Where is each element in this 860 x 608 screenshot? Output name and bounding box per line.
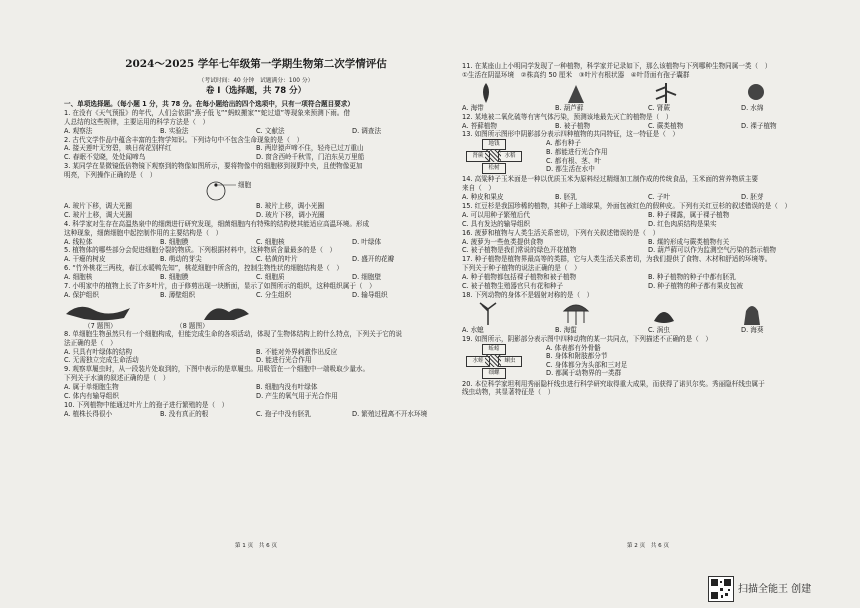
answer-option: B. 两岸猿声啼不住，轻舟已过万重山 bbox=[256, 144, 364, 153]
venn-options bbox=[546, 139, 607, 173]
answer-options bbox=[462, 193, 834, 202]
venn-label: 松树 bbox=[482, 163, 506, 174]
fig-7-8-caption: （7 题图） （8 题图） bbox=[84, 321, 209, 330]
answer-option: D. 产生的氧气用于光合作用 bbox=[256, 392, 338, 401]
answer-option: B. 葫芦藓 bbox=[555, 103, 584, 112]
answer-option: C. 蕨类植物 bbox=[648, 121, 684, 130]
answer-option: B. 种子植物的种子中都有胚乳 bbox=[648, 273, 736, 282]
figure-row bbox=[64, 180, 448, 202]
question-text: 6. “竹外桃花三两枝，春江水暖鸭先知”，桃花细胞中所含的，控制生物性状的细胞结构是（ ） bbox=[64, 264, 343, 273]
answer-option: D. 红色肉质结构是果实 bbox=[648, 219, 717, 228]
answer-option: A. 海带 bbox=[462, 103, 484, 112]
fig-7-8-images bbox=[64, 300, 254, 322]
answer-option: D. 调查法 bbox=[352, 126, 382, 135]
answer-options bbox=[462, 326, 834, 335]
answer-option: B. 萌动的芽尖 bbox=[160, 255, 202, 264]
answer-option: C. 春眠不觉晓，处处闻啼鸟 bbox=[64, 153, 146, 162]
venn-label: 蛔虫 bbox=[498, 356, 522, 367]
section-heading: 一、单项选择题。（每小题 1 分，共 78 分。在每小题给出的四个选项中，只有一项符合题目要求） bbox=[64, 100, 354, 108]
answer-option: C. 细胞质 bbox=[256, 273, 285, 282]
answer-options bbox=[462, 104, 834, 113]
answer-option: C. 孢子中没有胚乳 bbox=[256, 409, 311, 418]
question-text: 11. 在某座山上小明同学发现了一种植物，科学家并记录如下，那么该植物与下列哪种生物同属一类（ ） bbox=[462, 62, 772, 70]
question-text: 17. 种子植物是植物界最高等的类群，它与人类生活关系密切，为我们提供了食物、木材和舒适的环境等。 bbox=[462, 255, 772, 264]
answer-option: A. 保护组织 bbox=[64, 290, 99, 299]
figure-row bbox=[462, 139, 834, 175]
question-text: 2. 古代文学作品中蕴含丰富的生物学知识。下列诗句中不包含生命现象的是（ ） bbox=[64, 135, 304, 144]
answer-options bbox=[64, 392, 448, 401]
venn-shaded-center bbox=[485, 149, 501, 162]
answer-option: B. 不能对外界刺激作出反应 bbox=[256, 347, 338, 356]
answer-options bbox=[64, 273, 448, 282]
answer-options bbox=[64, 291, 448, 300]
answer-options bbox=[64, 356, 448, 365]
answer-option: B. 实验法 bbox=[160, 126, 189, 135]
seaweed-icon bbox=[194, 300, 254, 322]
question-text: 来自（ ） bbox=[462, 184, 495, 193]
moss-icon bbox=[562, 81, 590, 103]
answer-option: D. 种子植物的种子都有果皮包被 bbox=[648, 282, 743, 291]
question-text: 12. 某地被二氧化硫等有害气体污染，预测该地最先灭亡的植物是（ ） bbox=[462, 112, 673, 121]
answer-option: D. 细胞壁 bbox=[352, 273, 382, 282]
answer-option: A. 植株长得很小 bbox=[64, 409, 113, 418]
answer-options bbox=[64, 238, 448, 247]
answer-option: D. 窗含西岭千秋雪，门泊东吴万里船 bbox=[256, 153, 365, 162]
answer-option: A. 只具有叶绿体的结构 bbox=[64, 347, 132, 356]
question-text: 18. 下列动物的身体不是辐射对称的是（ ） bbox=[462, 290, 594, 299]
planarian-icon bbox=[648, 301, 680, 325]
tissue-sample-icon bbox=[64, 300, 134, 322]
venn-shaded-center bbox=[485, 354, 501, 367]
answer-option: A. 苔藓植物 bbox=[462, 121, 497, 130]
answer-option: D. 能进行光合作用 bbox=[256, 356, 312, 365]
answer-options bbox=[462, 282, 834, 291]
answer-option: D. 裸子植物 bbox=[741, 121, 777, 130]
answer-option: A. 接天莲叶无穷碧，映日荷花别样红 bbox=[64, 144, 172, 153]
scanner-watermark: 扫描全能王 创建 bbox=[738, 584, 812, 595]
cell-label: 细胞 bbox=[238, 180, 252, 189]
answer-option: A. 菠萝为一些鱼类提供食物 bbox=[462, 237, 544, 246]
answer-option: C. 肾蕨 bbox=[648, 103, 670, 112]
question-text: 19. 如图所示，阴影部分表示图中四种动物的某一共同点，下列描述不正确的是（ ） bbox=[462, 334, 712, 343]
figure-row bbox=[462, 80, 834, 104]
question-text: ①生活在阴湿环境 ②株高约 50 厘米 ③叶片有根状器 ④叶背面有孢子囊群 bbox=[462, 70, 690, 79]
answer-option: C. 文献法 bbox=[256, 126, 285, 135]
answer-option: B. 海蜇 bbox=[555, 325, 577, 334]
question-text: 4. 科学家对生存在高温热泉中的细菌进行研究发现，细菌细胞内有特殊的结构使其能适应高温环境。形成 bbox=[64, 219, 370, 228]
venn-label: 细螺 bbox=[482, 368, 506, 379]
answer-option: B. 玻片上移，调小光圈 bbox=[256, 202, 325, 211]
answer-option: D. 水绵 bbox=[741, 103, 764, 112]
answer-options bbox=[64, 153, 448, 162]
answer-option: A. 水螅 bbox=[462, 325, 484, 334]
answer-options bbox=[64, 211, 448, 220]
exam-subtitle: （考试时间：40 分钟 试题满分：100 分） bbox=[198, 78, 314, 84]
qr-code-icon bbox=[708, 576, 734, 602]
question-text: 15. 红豆杉是我国珍稀的植物，其种子上端球果，外面包被红色的假种皮。下列有关红豆杉的叙述错误的是（ ） bbox=[462, 202, 792, 211]
answer-options bbox=[64, 348, 448, 357]
option-line: B. 身体和附肢都分节 bbox=[546, 352, 608, 361]
figure-row bbox=[462, 344, 834, 380]
exam-page-1 bbox=[64, 0, 448, 560]
answer-option: C. 枯黄的叶片 bbox=[256, 255, 298, 264]
question-text: 明亮，下列操作正确的是（ ） bbox=[64, 171, 157, 180]
answer-option: C. 被子植物是我们常说的绿色开花植物 bbox=[462, 246, 577, 255]
exam-title: 2024～2025 学年七年级第一学期生物第二次学情评估 bbox=[125, 58, 387, 70]
option-line: D. 都属于动物界的一类群 bbox=[546, 369, 622, 378]
answer-option: C. 被子植物生殖器官只有花和种子 bbox=[462, 282, 564, 291]
question-text: 20. 本位科学家坦利用秀丽隐杆线虫进行科学研究取得重大成果，而获得了诺贝尔奖。秀丽隐杆线虫属于 bbox=[462, 379, 765, 388]
answer-options bbox=[64, 383, 448, 392]
hydra-icon bbox=[472, 301, 504, 325]
answer-option: B. 细胞膜 bbox=[160, 273, 189, 282]
option-line: B. 都能进行光合作用 bbox=[546, 147, 608, 156]
venn-options bbox=[546, 344, 627, 378]
venn-label: 肾蕨 bbox=[466, 151, 490, 162]
answer-options bbox=[64, 255, 448, 264]
question-text: 13. 如图所示图形中阴影部分表示四种植物的共同特征，这一特征是（ ） bbox=[462, 130, 679, 139]
answer-option: B. 煤的形成与蕨类植物有关 bbox=[648, 237, 730, 246]
answer-option: C. 细胞核 bbox=[256, 237, 285, 246]
question-text: 1. 在没有《天气预报》的年代，人们会依据“燕子低飞”“蚂蚁搬家”“蛇过道”等现象来预测下雨。借 bbox=[64, 108, 351, 117]
exam-page-2 bbox=[462, 0, 834, 560]
answer-options bbox=[462, 246, 834, 255]
question-text: 下列关于水滴的叙述正确的是（ ） bbox=[64, 374, 170, 383]
question-text: 10. 下列植物中能通过叶片上的孢子进行繁殖的是（ ） bbox=[64, 400, 229, 409]
answer-options bbox=[64, 202, 448, 211]
answer-option: D. 胚芽 bbox=[741, 193, 764, 202]
option-line: C. 身体都分为头部和三对足 bbox=[546, 360, 628, 369]
answer-option: B. 没有真正的根 bbox=[160, 409, 209, 418]
plant-venn-diagram bbox=[466, 139, 522, 173]
question-text: 9. 观察草履虫时，从一段装片处取到的，下图中表示的是草履虫。用吸管在一个细胞中一端吸取少量水。 bbox=[64, 365, 370, 374]
answer-options bbox=[64, 410, 448, 419]
answer-option: A. 可以用种子繁殖后代 bbox=[462, 210, 530, 219]
page-1-footer: 第 1 页 共 6 页 bbox=[234, 543, 278, 549]
answer-option: C. 体内有输导组织 bbox=[64, 392, 119, 401]
answer-option: D. 葫芦藓可以作为监测空气污染的指示植物 bbox=[648, 246, 776, 255]
question-text: 下列关于种子植物的说法正确的是（ ） bbox=[462, 264, 581, 273]
answer-option: A. 种皮和果皮 bbox=[462, 193, 504, 202]
answer-option: B. 细胞膜 bbox=[160, 237, 189, 246]
answer-option: A. 观察法 bbox=[64, 126, 93, 135]
section-title: 卷 I（选择题，共 78 分） bbox=[205, 86, 307, 96]
answer-option: D. 海葵 bbox=[741, 325, 764, 334]
fern-icon bbox=[652, 81, 680, 103]
question-text: 16. 菠萝和植物与人类生活关系密切，下列有关叙述错误的是（ ） bbox=[462, 228, 660, 237]
seaweed-icon bbox=[472, 81, 500, 103]
answer-option: D. 繁殖过程离不开水环境 bbox=[352, 409, 428, 418]
answer-option: C. 具有发达的输导组织 bbox=[462, 219, 531, 228]
answer-option: D. 输导组织 bbox=[352, 290, 388, 299]
question-text: 7. 小明家中的植物上长了许多叶片，由于修剪出现一块断面，显示了如图所示的组织，这种组织属于（ ） bbox=[64, 282, 376, 291]
answer-options bbox=[462, 220, 834, 229]
answer-option: A. 干瘪的树皮 bbox=[64, 255, 106, 264]
algae-icon bbox=[742, 81, 770, 103]
answer-options bbox=[462, 211, 834, 220]
figure-row bbox=[462, 300, 834, 326]
page-1-questions bbox=[64, 100, 448, 419]
answer-options bbox=[462, 273, 834, 282]
answer-option: B. 薄壁组织 bbox=[160, 290, 196, 299]
venn-label: 蚯蚓 bbox=[482, 344, 506, 355]
answer-option: B. 细胞内没有叶绿体 bbox=[256, 383, 318, 392]
option-line: D. 都生活在水中 bbox=[546, 165, 595, 174]
question-text: 3. 某同学在显微镜低倍物镜下观察到的物像如图所示，要将物像中的细胞移到视野中央，且使物像更加 bbox=[64, 162, 363, 171]
option-line: A. 都有种子 bbox=[546, 139, 581, 148]
question-text: 5. 植物体的哪些部分会促进细胞分裂的物质。下列根据材料中，这种物质含量最多的是（ ） bbox=[64, 246, 337, 255]
answer-options bbox=[462, 238, 834, 247]
microscope-view-icon bbox=[204, 180, 264, 202]
answer-option: A. 玻片下移，调大光圈 bbox=[64, 202, 132, 211]
answer-options bbox=[462, 122, 834, 131]
question-text: 法正确的是（ ） bbox=[64, 338, 117, 347]
venn-label: 水稻 bbox=[498, 151, 522, 162]
answer-option: D. 盛开的花瓣 bbox=[352, 255, 395, 264]
answer-option: B. 被子植物 bbox=[555, 121, 591, 130]
answer-option: C. 子叶 bbox=[648, 193, 670, 202]
animal-venn-diagram bbox=[466, 344, 522, 378]
question-text: 线虫动物，其显著特征是（ ） bbox=[462, 388, 555, 397]
question-text: 8. 单细胞生物虽然只有一个细胞构成，但能完成生命的各项活动，体现了生物体结构上的什么特点，下列关于它的说 bbox=[64, 329, 403, 338]
question-text: 14. 高粱种子玉米面是一种以优质玉米为原料经过精细加工制作成的传统食品，玉米面的营养物质主要 bbox=[462, 175, 759, 184]
answer-option: B. 种子裸露，属于裸子植物 bbox=[648, 210, 730, 219]
option-line: A. 体表都有外骨骼 bbox=[546, 343, 601, 352]
answer-option: C. 分生组织 bbox=[256, 290, 292, 299]
jellyfish-icon bbox=[560, 301, 592, 325]
answer-option: A. 细胞核 bbox=[64, 273, 93, 282]
answer-option: A. 线粒体 bbox=[64, 237, 93, 246]
question-text: 这种现象，细菌细胞中起控制作用的主要结构是（ ） bbox=[64, 228, 223, 237]
option-line: C. 都有根、茎、叶 bbox=[546, 156, 601, 165]
venn-label: 地钱 bbox=[482, 139, 506, 150]
answer-option: C. 无需独立完成生命活动 bbox=[64, 356, 139, 365]
answer-options bbox=[64, 127, 448, 136]
venn-label: 水蛭 bbox=[466, 356, 490, 367]
page-2-footer: 第 2 页 共 6 页 bbox=[626, 543, 670, 549]
answer-option: C. 玻片上移，调大光圈 bbox=[64, 210, 133, 219]
page-2-questions bbox=[462, 62, 834, 397]
answer-option: D. 叶绿体 bbox=[352, 237, 382, 246]
answer-option: A. 种子植物都包括裸子植物和被子植物 bbox=[462, 273, 577, 282]
sea-anemone-icon bbox=[736, 301, 768, 325]
answer-options bbox=[64, 144, 448, 153]
answer-option: A. 属于单细胞生物 bbox=[64, 383, 119, 392]
answer-option: D. 玻片下移，调小光圈 bbox=[256, 210, 325, 219]
question-text: 人总结的这些规律，主要运用的科学方法是（ ） bbox=[64, 117, 210, 126]
answer-option: C. 涡虫 bbox=[648, 325, 670, 334]
answer-option: B. 胚乳 bbox=[555, 193, 577, 202]
figure-row bbox=[64, 300, 448, 330]
